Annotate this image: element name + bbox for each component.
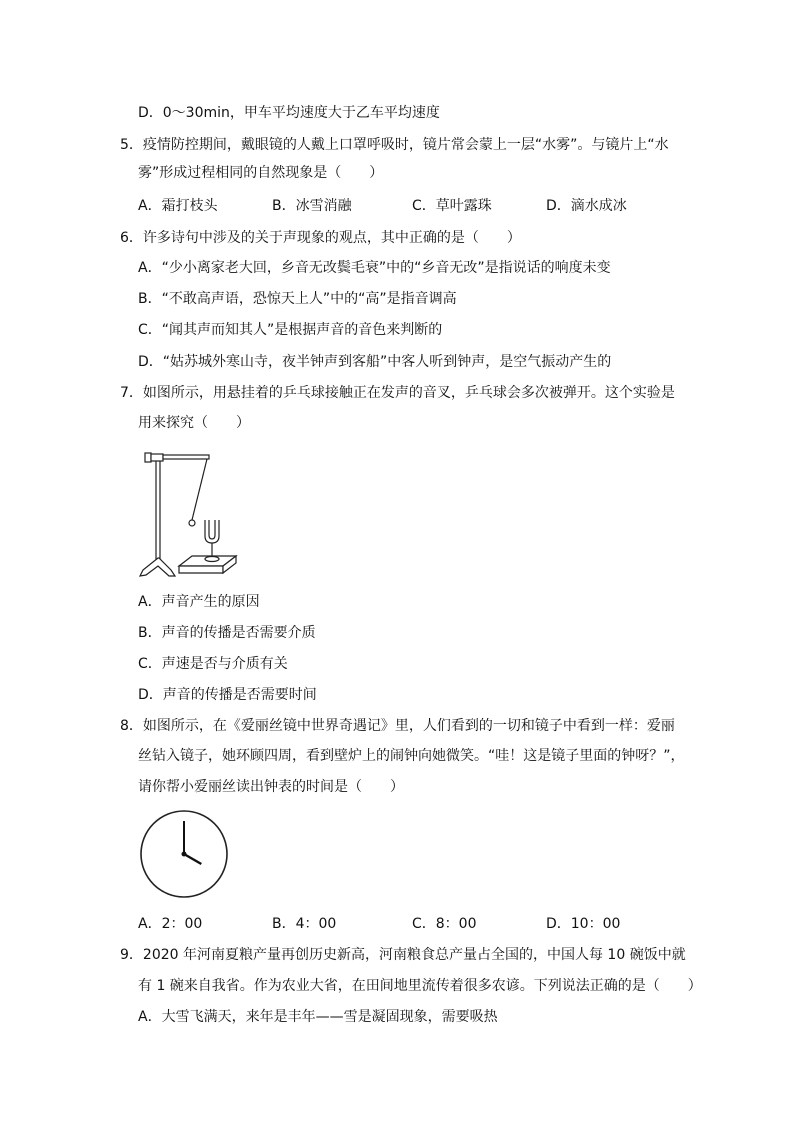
q9-stem-line1: 9．2020 年河南夏粮产量再创历史新高，河南粮食总产量占全国的，中国人每 10 碗饭中就 [120,947,686,963]
q7-stem-line1: 7．如图所示，用悬挂着的乒乓球接触正在发声的音叉，乒乓球会多次被弹开。这个实验是 [120,385,675,401]
tuning-fork-apparatus-figure [135,446,245,581]
q5-stem-line1: 5．疫情防控期间，戴眼镜的人戴上口罩呼吸时，镜片常会蒙上一层“水雾”。与镜片上“水 [120,137,669,153]
q5-option-c: C．草叶露珠 [412,198,492,214]
q6-option-b: B．“不敢高声语，恐惊天上人”中的“高”是指音调高 [138,291,457,307]
q6-stem: 6．许多诗句中涉及的关于声现象的观点，其中正确的是（ ） [120,230,521,246]
q8-stem-line2: 丝钻入镜子，她环顾四周，看到壁炉上的闹钟向她微笑。“哇！这是镜子里面的钟呀？”， [138,748,685,764]
q8-stem-line1: 8．如图所示，在《爱丽丝镜中世界奇遇记》里，人们看到的一切和镜子中看到一样：爱丽 [120,718,675,734]
q8-option-c: C．8：00 [412,916,477,932]
q9-stem-line2: 有 1 碗来自我省。作为农业大省，在田间地里流传着很多农谚。下列说法正确的是（ ） [138,978,702,994]
q8-stem-line3: 请你帮小爱丽丝读出钟表的时间是（ ） [138,779,404,795]
q7-option-a: A．声音产生的原因 [138,594,260,610]
q7-option-d: D．声音的传播是否需要时间 [138,687,317,703]
q9-option-a: A．大雪飞满天，来年是丰年——雪是凝固现象，需要吸热 [138,1009,498,1025]
q7-option-c: C．声速是否与介质有关 [138,656,288,672]
q4-option-d: D．0～30min，甲车平均速度大于乙车平均速度 [138,105,440,121]
clock-center [182,852,187,857]
q6-option-d: D．“姑苏城外寒山寺，夜半钟声到客船”中客人听到钟声，是空气振动产生的 [138,354,612,370]
q6-option-c: C．“闻其声而知其人”是根据声音的音色来判断的 [138,322,443,338]
q8-option-d: D．10：00 [546,916,621,932]
q5-stem-line2: 雾”形成过程相同的自然现象是（ ） [138,165,384,181]
q8-option-b: B．4：00 [272,916,337,932]
clock-figure [138,808,230,900]
q7-stem-line2: 用来探究（ ） [138,415,250,431]
q5-option-a: A．霜打枝头 [138,198,218,214]
q8-option-a: A．2：00 [138,916,203,932]
q5-option-d: D．滴水成冰 [546,198,627,214]
q5-option-b: B．冰雪消融 [272,198,352,214]
q7-option-b: B．声音的传播是否需要介质 [138,625,316,641]
q6-option-a: A．“少小离家老大回，乡音无改鬓毛衰”中的“乡音无改”是指说话的响度未变 [138,260,611,276]
